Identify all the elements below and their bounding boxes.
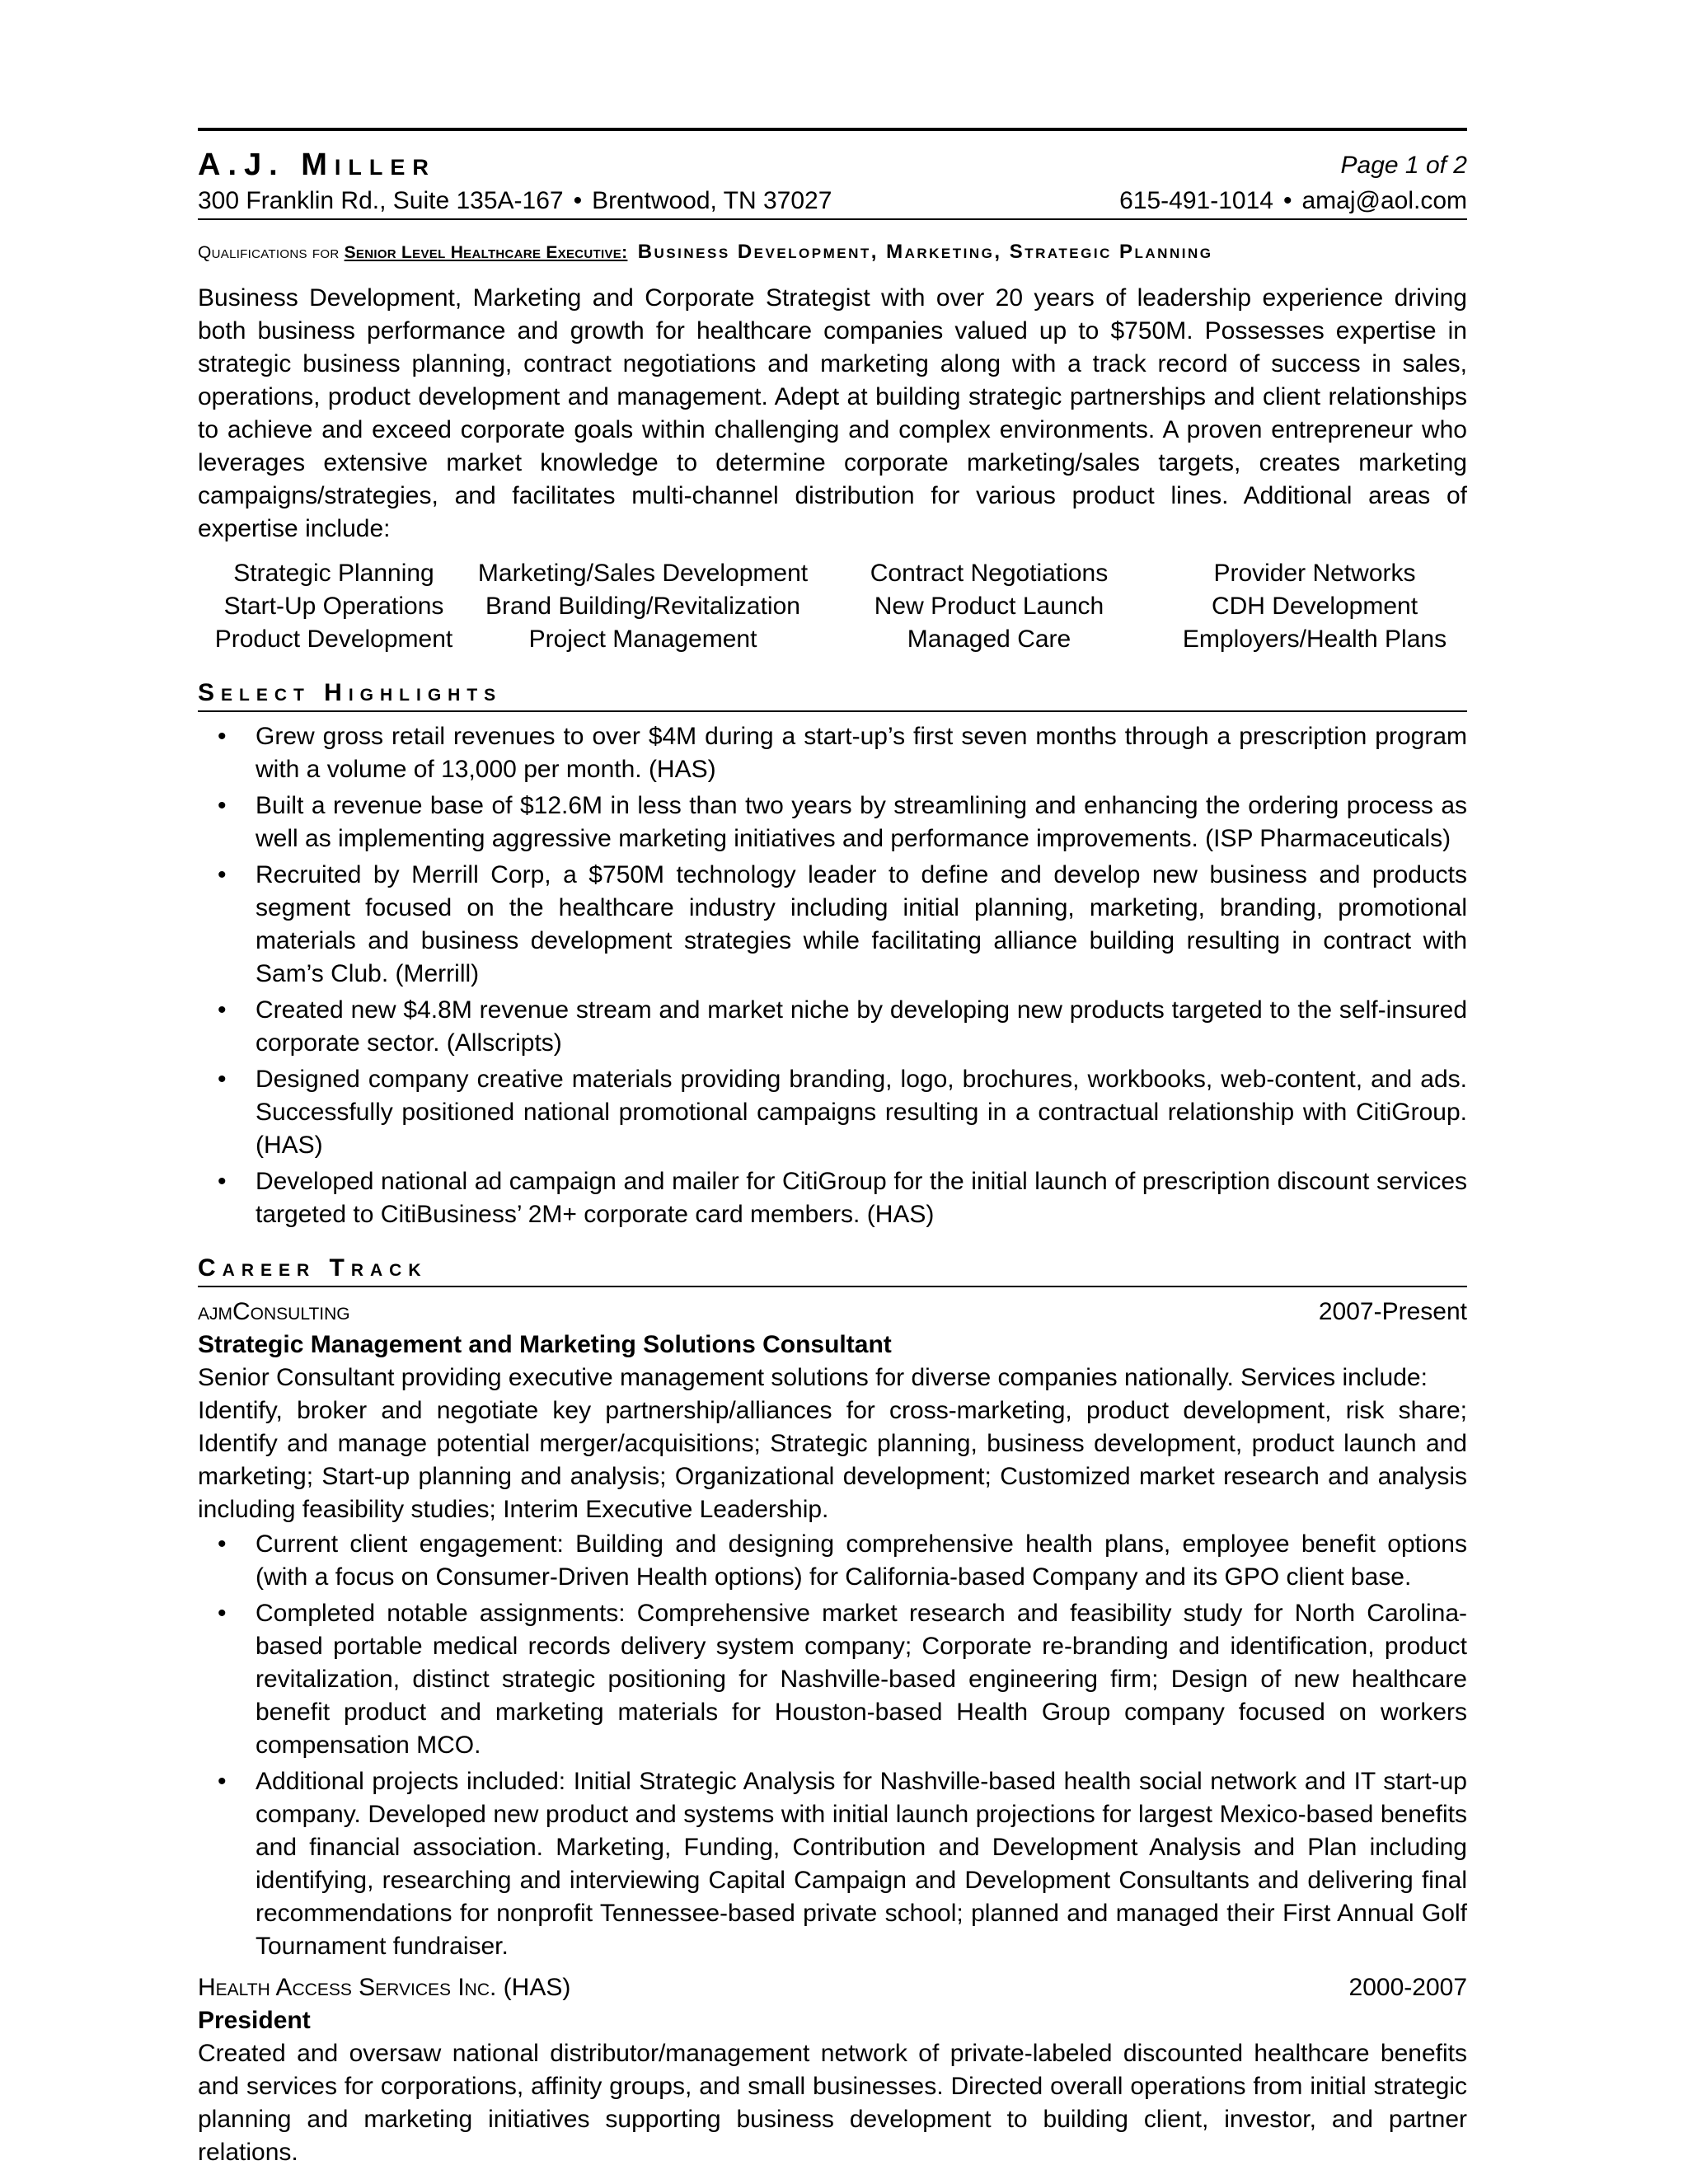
qualifications-prefix: Qualifications for	[198, 243, 340, 262]
email[interactable]: amaj@aol.com	[1301, 187, 1467, 214]
career-heading: Career Track	[198, 1254, 1467, 1287]
highlights-heading: Select Highlights	[198, 679, 1467, 712]
bullet-icon: •	[218, 1768, 227, 1795]
list-item: • Grew gross retail revenues to over $4M during a start-up’s first seven months through a prescription program with a volume of 13,000 per month. (HAS)	[198, 720, 1467, 786]
separator-dot: •	[1282, 187, 1292, 214]
job-title: Strategic Management and Marketing Solutions Consultant	[198, 1331, 892, 1358]
name-row	[198, 139, 1467, 182]
job-header	[198, 1971, 1467, 2004]
qualifications-role: Senior Level Healthcare Executive:	[344, 243, 628, 262]
bullet-icon: •	[218, 792, 227, 819]
job-intro: Created and oversaw national distributor/management network of private-labeled discounted healthcare benefits and services for corporations, affinity groups, and small businesses. Directed overall operations from initial strategic planning and marketing initiatives supporting business development to building client, investor, and partner relations.	[198, 2040, 1467, 2166]
list-item: • Recruited by Merrill Corp, a $750M technology leader to define and develop new business and products segment focused on the healthcare industry including initial planning, marketing, branding, promotional materials and business development strategies while facilitating alliance building resulting in contract with Sam’s Club. (Merrill)	[198, 859, 1467, 991]
list-item: • Created new $4.8M revenue stream and market niche by developing new products targeted to the self-insured corporate sector. (Allscripts)	[198, 994, 1467, 1060]
bullet-icon: •	[218, 996, 227, 1024]
candidate-name: A.J. Miller	[198, 148, 436, 182]
bullet-icon: •	[218, 1530, 227, 1558]
bullet-icon: •	[218, 1066, 227, 1093]
expertise-item: Start-Up Operations	[223, 593, 444, 620]
expertise-item: Product Development	[214, 626, 453, 653]
job-intro: Senior Consultant providing executive management solutions for diverse companies nationally. Services include:	[198, 1364, 1428, 1391]
expertise-item: Contract Negotiations	[870, 560, 1109, 587]
expertise-item: Managed Care	[907, 626, 1071, 653]
expertise-item: Employers/Health Plans	[1182, 626, 1447, 653]
bullet-icon: •	[218, 861, 227, 888]
list-item: • Additional projects included: Initial Strategic Analysis for Nashville-based health social network and IT start-up company. Developed new product and systems with initial launch projections for largest Mexico-based benefits and financial association. Marketing, Funding, Contribution and Development Analysis and Plan including identifying, researching and interviewing Capital Campaign and Development Consultants and delivering final recommendations for nonprofit Tennessee-based private school; planned and managed their First Annual Golf Tournament fundraiser.	[198, 1765, 1467, 1963]
expertise-item: Marketing/Sales Development	[477, 560, 809, 587]
expertise-item: Brand Building/Revitalization	[485, 593, 800, 620]
expertise-item: Strategic Planning	[233, 560, 434, 587]
qualifications-areas: Business Development, Marketing, Strategic Planning	[637, 241, 1213, 263]
bullet-icon: •	[218, 1168, 227, 1195]
expertise-item: CDH Development	[1211, 593, 1418, 620]
resume-page	[198, 128, 1467, 2169]
job-dates: 2007-Present	[1318, 1298, 1467, 1325]
city-state: Brentwood, TN 37027	[592, 187, 832, 214]
qualifications-line	[198, 240, 1467, 265]
company-name: ajmConsulting	[198, 1298, 350, 1325]
list-item: • Designed company creative materials providing branding, logo, brochures, workbooks, web-content, and ads. Successfully positioned national promotional campaigns resulting in a contractual relationship with CitiGroup. (HAS)	[198, 1063, 1467, 1162]
expertise-item: New Product Launch	[874, 593, 1104, 620]
expertise-item: Provider Networks	[1213, 560, 1416, 587]
list-item: • Developed national ad campaign and mailer for CitiGroup for the initial launch of prescription discount services targeted to CitiBusiness’ 2M+ corporate card members. (HAS)	[198, 1165, 1467, 1231]
list-item: • Completed notable assignments: Comprehensive market research and feasibility study for North Carolina-based portable medical records delivery system company; Corporate re-branding and identification, product revitalization, distinct strategic positioning for Nashville-based engineering firm; Design of new healthcare benefit product and marketing materials for Houston-based Health Group company focused on workers compensation MCO.	[198, 1597, 1467, 1762]
job-title: President	[198, 2007, 311, 2034]
highlights-list	[198, 720, 1467, 1231]
summary-paragraph: Business Development, Marketing and Corporate Strategist with over 20 years of leadership experience driving both business performance and growth for healthcare companies valued up to $750M. Possesses expertise in strategic business planning, contract negotiations and marketing along with a track record of success in sales, operations, product development and management. Adept at building strategic partnerships and client relationships to achieve and exceed corporate goals within challenging and complex environments. A proven entrepreneur who leverages extensive market knowledge to determine corporate marketing/sales targets, creates marketing campaigns/strategies, and facilitates multi-channel distribution for various product lines. Additional areas of expertise include:	[198, 284, 1467, 542]
expertise-grid	[198, 557, 1467, 656]
expertise-item: Project Management	[528, 626, 757, 653]
job-dates: 2000-2007	[1348, 1974, 1467, 2001]
company-name: Health Access Services Inc. (HAS)	[198, 1974, 571, 2001]
list-item: • Current client engagement: Building and designing comprehensive health plans, employee benefit options (with a focus on Consumer-Driven Health options) for California-based Company and its GPO client base.	[198, 1528, 1467, 1594]
phone: 615-491-1014	[1119, 187, 1273, 214]
bullet-icon: •	[218, 1600, 227, 1627]
top-rule	[198, 128, 1467, 131]
address-block	[198, 185, 832, 217]
list-item: • Built a revenue base of $12.6M in less than two years by streamlining and enhancing the ordering process as well as implementing aggressive marketing initiatives and performance improvements. (ISP Pharmaceuticals)	[198, 790, 1467, 855]
street-address: 300 Franklin Rd., Suite 135A-167	[198, 187, 564, 214]
separator-dot: •	[573, 187, 583, 214]
bullet-icon: •	[218, 723, 227, 750]
contact-row	[198, 185, 1467, 220]
job-services: Identify, broker and negotiate key partnership/alliances for cross-marketing, product development, risk share; Identify and manage potential merger/acquisitions; Strategic planning, business development, product launch and marketing; Start-up planning and analysis; Organizational development; Customized market research and analysis including feasibility studies; Interim Executive Leadership.	[198, 1397, 1467, 1523]
job-header	[198, 1296, 1467, 1329]
job-bullets	[198, 1528, 1467, 1963]
page-number: Page 1 of 2	[1340, 152, 1467, 179]
phone-email-block	[1119, 185, 1467, 217]
